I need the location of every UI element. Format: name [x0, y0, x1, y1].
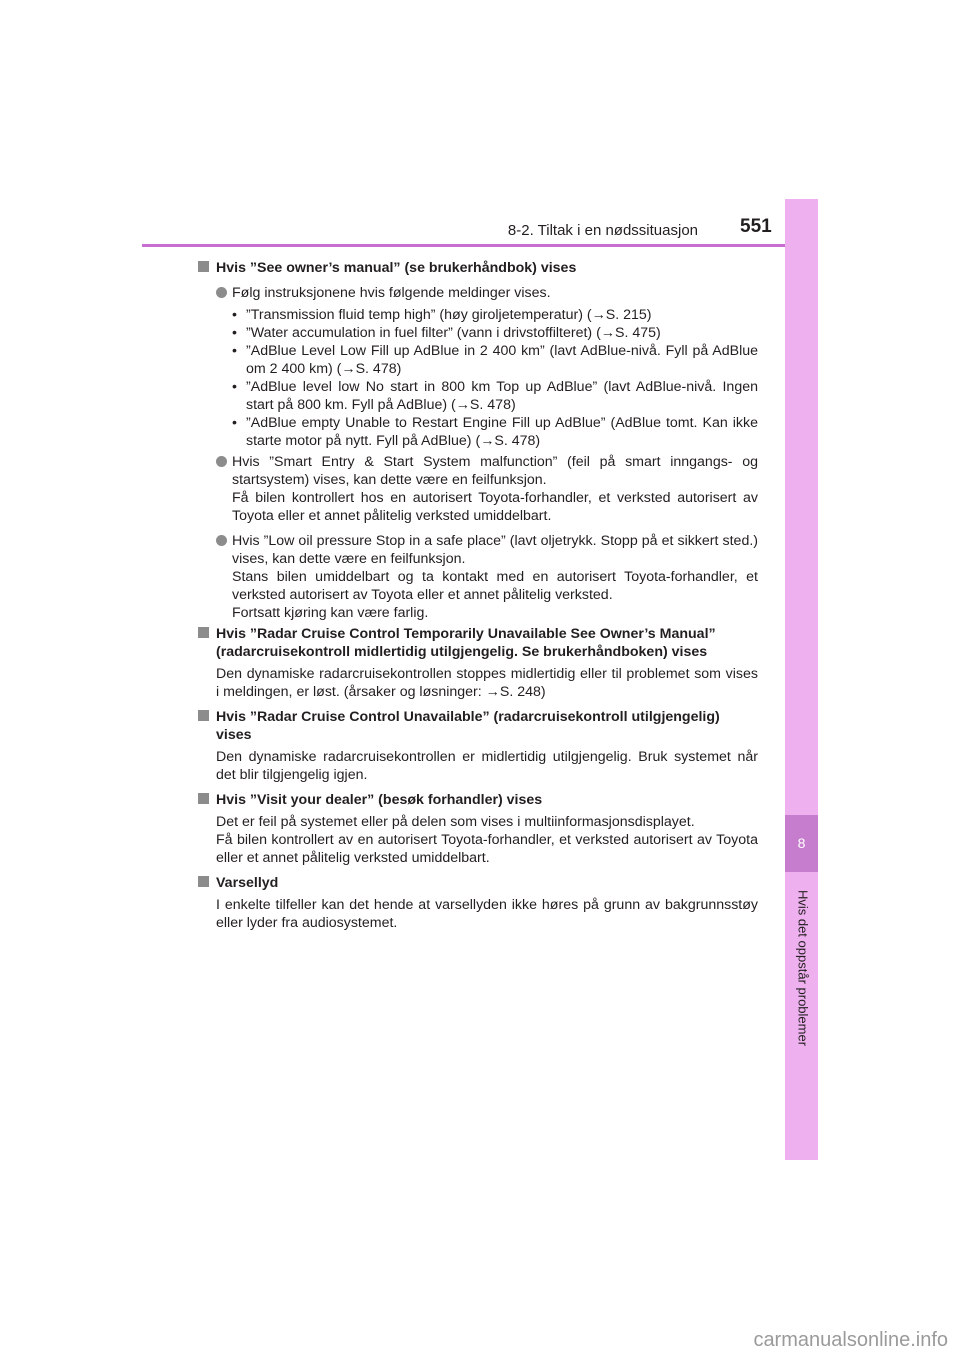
section-heading: Hvis ”Radar Cruise Control Unavailable” (radarcruisekontroll utilgjengelig) vises [198, 708, 758, 744]
bullet-item: Følg instruksjonene hvis følgende meldinger vises. [198, 284, 758, 302]
round-bullet-icon [216, 287, 227, 298]
section-visit-dealer [198, 791, 758, 867]
section-text: I enkelte tilfeller kan det hende at varsellyden ikke høres på grunn av bakgrunnsstøy eller lyder fra audiosystemet. [216, 897, 758, 931]
round-bullet-icon [216, 456, 227, 467]
section-heading: Varsellyd [198, 874, 758, 892]
square-bullet-icon [198, 793, 209, 804]
square-bullet-icon [198, 876, 209, 887]
section-radar-temporarily-unavailable [198, 625, 758, 701]
section-warning-sound [198, 874, 758, 932]
square-bullet-icon [198, 710, 209, 721]
section-text: Det er feil på systemet eller på delen som vises i multiinformasjonsdisplayet. Få bilen kontrollert av en autorisert Toyota-forhandler, et verksted autorisert av Toyota eller et annet pålitelig verksted umiddelbart. [216, 814, 758, 866]
section-heading: Hvis ”See owner’s manual” (se brukerhåndbok) vises [198, 259, 758, 277]
square-bullet-icon [198, 627, 209, 638]
section-radar-unavailable [198, 708, 758, 784]
section-title: 8-2. Tiltak i en nødssituasjon [507, 222, 698, 239]
round-bullet-icon [216, 535, 227, 546]
watermark-text: carmanualsonline.info [753, 1329, 948, 1351]
section-see-owners-manual [198, 259, 758, 622]
bullet-item: Hvis ”Smart Entry & Start System malfunction” (feil på smart inngangs- og startsystem) vises, kan dette være en feilfunksjon. Få bilen kontrollert hos en autorisert Toyota-forhandler, et verksted autorisert av Toyota eller et annet pålitelig verksted umiddelbart. [198, 453, 758, 525]
message-item: • ”AdBlue Level Low Fill up AdBlue in 2 400 km” (lavt AdBlue-nivå. Fyll på AdBlue om 2 400 km) (→S. 478) [232, 343, 758, 377]
page-content [198, 256, 758, 932]
section-text: Den dynamiske radarcruisekontrollen stoppes midlertidig eller til problemet som vises i meldingen, er løst. (årsaker og løsninger: →S. 248) [216, 666, 758, 700]
message-item: • ”AdBlue empty Unable to Restart Engine Fill up AdBlue” (AdBlue tomt. Kan ikke starte motor på nytt. Fyll på AdBlue) (→S. 478) [232, 415, 758, 449]
header-rule [142, 244, 818, 247]
square-bullet-icon [198, 261, 209, 272]
message-item: • ”Transmission fluid temp high” (høy giroljetemperatur) (→S. 215) [232, 307, 652, 323]
chapter-label: Hvis det oppstår problemer [795, 889, 811, 1047]
bullet-item: Hvis ”Low oil pressure Stop in a safe place” (lavt oljetrykk. Stopp på et sikkert sted.) vises, kan dette være en feilfunksjon. Stans bilen umiddelbart og ta kontakt med en autorisert Toyota-forhandler, et verksted autorisert av Toyota eller et annet pålitelig verksted. Fortsatt kjøring kan være farlig. [198, 532, 758, 622]
section-heading: Hvis ”Visit your dealer” (besøk forhandler) vises [198, 791, 758, 809]
message-item: • ”AdBlue level low No start in 800 km Top up AdBlue” (lavt AdBlue-nivå. Ingen start på 800 km. Fyll på AdBlue) (→S. 478) [232, 379, 758, 413]
chapter-number: 8 [785, 815, 818, 872]
message-item: • ”Water accumulation in fuel filter” (vann i drivstoffilteret) (→S. 475) [232, 325, 661, 341]
page-number: 551 [740, 216, 772, 237]
section-heading: Hvis ”Radar Cruise Control Temporarily Unavailable See Owner’s Manual” (radarcruisekontroll midlertidig utilgjengelig. Se brukerhåndboken) vises [198, 625, 758, 661]
section-text: Den dynamiske radarcruisekontrollen er midlertidig utilgjengelig. Bruk systemet når det blir tilgjengelig igjen. [216, 749, 758, 783]
